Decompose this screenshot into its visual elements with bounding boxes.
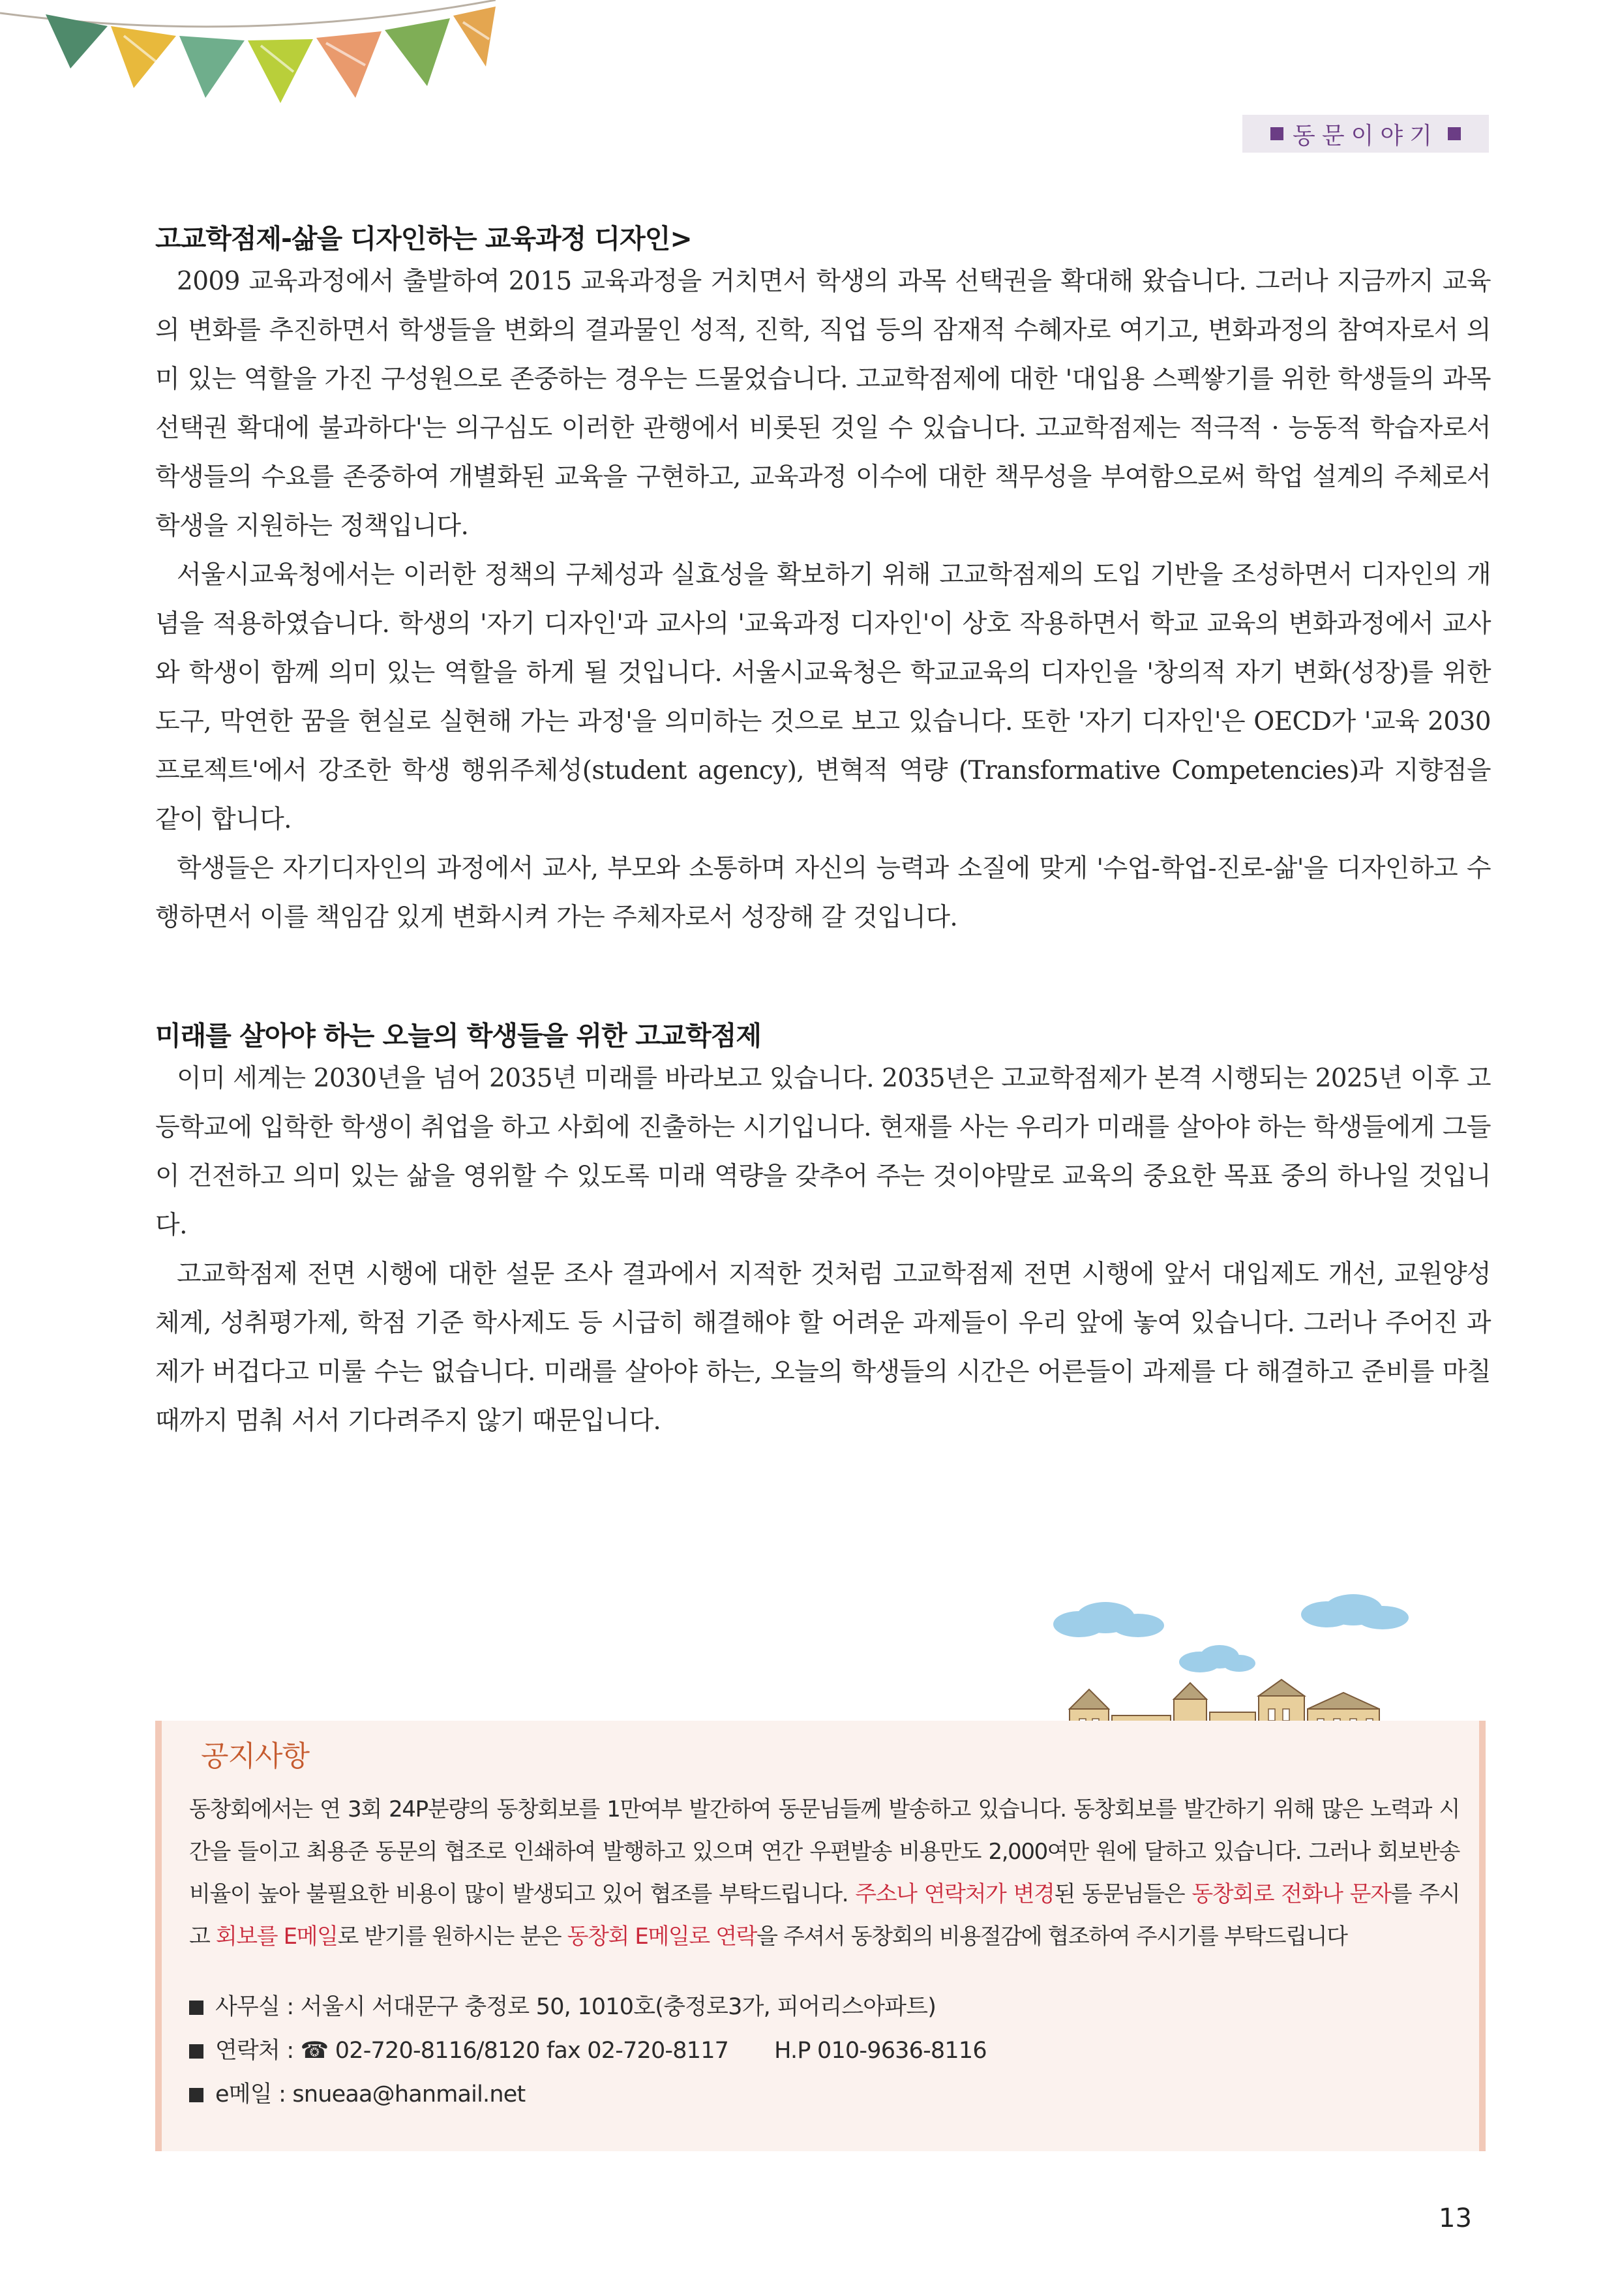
bunting-flag [179, 36, 245, 98]
section-heading: 미래를 살아야 하는 오늘의 학생들을 위한 고교학점제 [155, 1020, 761, 1051]
section-heading: 고교학점제-삶을 디자인하는 교육과정 디자인> [155, 223, 692, 254]
notice-body [189, 1789, 1460, 1958]
bunting-flag [111, 26, 176, 88]
bunting-flag [316, 31, 382, 98]
bunting-decoration [0, 0, 496, 130]
paragraph: 서울시교육청에서는 이러한 정책의 구체성과 실효성을 확보하기 위해 고교학점제의 도입 기반을 조성하면서 디자인의 개념을 적용하였습니다. 학생의 '자기 디자인'과 교사의 '교육과정 디자인'이 상호 작용하면서 학교 교육의 변화과정에서 교사와 학생이 함께 의미 있는 역할을 하게 될 것입니다. 서울시교육청은 학교교육의 디자인을 '창의적 자기 변화(성장)를 위한 도구, 막연한 꿈을 현실로 실현해 가는 과정'을 의미하는 것으로 보고 있습니다. 또한 '자기 디자인'은 OECD가 '교육 2030 프로젝트'에서 강조한 학생 행위주체성(student agency), 변혁적 역량 (Transformative Competencies)과 지향점을 같이 합니다. [155, 560, 1491, 834]
contact-list [189, 1986, 1460, 2117]
notice-text: 을 주셔서 동창회의 비용절감에 협조하여 주시기를 부탁드립니다 [757, 1924, 1347, 1950]
mobile-number: H.P 010-9636-8116 [774, 2038, 987, 2064]
contact-phone [189, 2029, 1460, 2073]
notice-text: 된 동문님들은 [1054, 1881, 1192, 1907]
notice-highlight: 회보를 E메일 [215, 1924, 338, 1950]
notice-highlight: 동창회 E메일로 연락 [567, 1924, 757, 1950]
section-tag [1242, 115, 1489, 153]
paragraph: 이미 세계는 2030년을 넘어 2035년 미래를 바라보고 있습니다. 2035년은 고교학점제가 본격 시행되는 2025년 이후 고등학교에 입학한 학생이 취업을 하고 사회에 진출하는 시기입니다. 현재를 사는 우리가 미래를 살아야 하는 학생들에게 그들이 건전하고 의미 있는 삶을 영위할 수 있도록 미래 역량을 갖추어 주는 것이야말로 교육의 중요한 목표 중의 하나일 것입니다. [155, 1064, 1491, 1240]
bunting-flag [248, 39, 313, 103]
square-bullet-icon [1270, 127, 1283, 140]
section-tag-label: 동문이야기 [1293, 122, 1439, 149]
office-address: 사무실 : 서울시 서대문구 충정로 50, 1010호(충정로3가, 피어리스아파트) [215, 1994, 936, 2020]
square-bullet-icon [189, 2044, 203, 2059]
notice-box [155, 1721, 1486, 2151]
paragraph: 학생들은 자기디자인의 과정에서 교사, 부모와 소통하며 자신의 능력과 소질에 맞게 '수업-학업-진로-삶'을 디자인하고 수행하면서 이를 책임감 있게 변화시켜 가는 주체자로서 성장해 갈 것입니다. [155, 854, 1491, 932]
contact-email [189, 2073, 1460, 2117]
notice-text: 로 받기를 원하시는 분은 [337, 1924, 567, 1950]
paragraph: 고교학점제 전면 시행에 대한 설문 조사 결과에서 지적한 것처럼 고교학점제 전면 시행에 앞서 대입제도 개선, 교원양성 체계, 성취평가제, 학점 기준 학사제도 등 시급히 해결해야 할 어려운 과제들이 우리 앞에 놓여 있습니다. 그러나 주어진 과제가 버겁다고 미룰 수는 없습니다. 미래를 살아야 하는, 오늘의 학생들의 시간은 어른들이 과제를 다 해결하고 준비를 마칠 때까지 멈춰 서서 기다려주지 않기 때문입니다. [155, 1260, 1491, 1436]
phone-numbers: 연락처 : ☎ 02-720-8116/8120 fax 02-720-8117 [215, 2038, 729, 2064]
square-bullet-icon [189, 2001, 203, 2015]
contact-office [189, 1986, 1460, 2029]
bunting-flag [385, 18, 450, 86]
square-bullet-icon [1448, 127, 1461, 140]
notice-highlight: 동창회로 전화나 문자 [1191, 1881, 1391, 1907]
page-number: 13 [1439, 2203, 1472, 2233]
notice-highlight: 주소나 연락처가 변경 [855, 1881, 1055, 1907]
notice-text: 를 주시고 [189, 1881, 1460, 1950]
notice-title: 공지사항 [201, 1740, 310, 1773]
paragraph: 2009 교육과정에서 출발하여 2015 교육과정을 거치면서 학생의 과목 선택권을 확대해 왔습니다. 그러나 지금까지 교육의 변화를 추진하면서 학생들을 변화의 결과물인 성적, 진학, 직업 등의 잠재적 수혜자로 여기고, 변화과정의 참여자로서 의미 있는 역할을 가진 구성원으로 존중하는 경우는 드물었습니다. 고교학점제에 대한 '대입용 스펙쌓기를 위한 학생들의 과목 선택권 확대에 불과하다'는 의구심도 이러한 관행에서 비롯된 것일 수 있습니다. 고교학점제는 적극적 · 능동적 학습자로서 학생들의 수요를 존중하여 개별화된 교육을 구현하고, 교육과정 이수에 대한 책무성을 부여함으로써 학업 설계의 주체로서 학생을 지원하는 정책입니다. [155, 267, 1491, 541]
bunting-flag [453, 7, 496, 67]
email-address: e메일 : snueaa@hanmail.net [215, 2081, 526, 2107]
article-section-2 [155, 1018, 1491, 1445]
square-bullet-icon [189, 2088, 203, 2102]
article-section-1 [155, 220, 1491, 942]
notice-text: 동창회에서는 연 3회 24P분량의 동창회보를 1만여부 발간하여 동문님들께 발송하고 있습니다. 동창회보를 발간하기 위해 많은 노력과 시간을 들이고 최용준 동문의 협조로 인쇄하여 발행하고 있으며 연간 우편발송 비용만도 2,000여만 원에 달하고 있습니다. 그러나 회보반송비율이 높아 불필요한 비용이 많이 발생되고 있어 협조를 부탁드립니다. [189, 1796, 1460, 1907]
